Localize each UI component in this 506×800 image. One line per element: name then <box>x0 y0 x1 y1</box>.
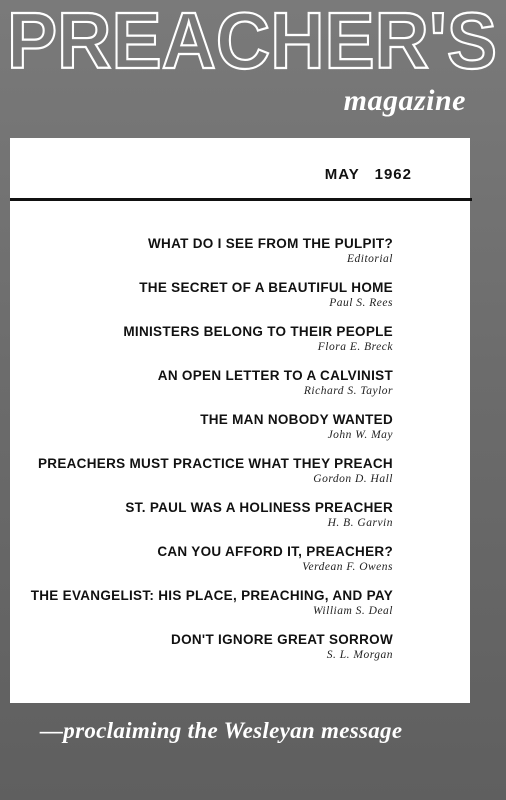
article-author: Gordon D. Hall <box>313 473 393 485</box>
toc-entry <box>20 367 393 398</box>
toc-entry <box>20 543 393 574</box>
toc-entry <box>20 455 393 486</box>
article-author: William S. Deal <box>312 605 393 617</box>
toc-entry <box>20 323 393 354</box>
divider-rule <box>10 198 472 201</box>
masthead-title-text: PREACHER'S <box>7 2 497 80</box>
article-author: Richard S. Taylor <box>303 385 393 397</box>
article-author: Flora E. Breck <box>317 341 393 353</box>
toc-entry <box>20 235 393 266</box>
article-author: S. L. Morgan <box>326 649 393 661</box>
article-title: THE MAN NOBODY WANTED <box>200 412 393 427</box>
article-title: THE EVANGELIST: HIS PLACE, PREACHING, AND PAY <box>30 588 393 603</box>
article-title: AN OPEN LETTER TO A CALVINIST <box>157 368 393 383</box>
article-author: H. B. Garvin <box>327 517 393 529</box>
article-title: ST. PAUL WAS A HOLINESS PREACHER <box>125 500 393 515</box>
article-title: DON'T IGNORE GREAT SORROW <box>171 632 393 647</box>
toc-entry <box>20 411 393 442</box>
table-of-contents <box>20 235 393 675</box>
article-title: MINISTERS BELONG TO THEIR PEOPLE <box>123 324 393 339</box>
masthead-subtitle: magazine <box>343 84 466 117</box>
toc-entry <box>20 631 393 662</box>
article-author: Editorial <box>346 253 393 265</box>
toc-entry <box>20 279 393 310</box>
article-author: Paul S. Rees <box>329 297 393 309</box>
article-author: John W. May <box>327 429 393 441</box>
masthead-title <box>2 2 502 80</box>
tagline: —proclaiming the Wesleyan message <box>40 718 403 743</box>
article-author: Verdean F. Owens <box>302 561 393 573</box>
toc-entry <box>20 499 393 530</box>
article-title: THE SECRET OF A BEAUTIFUL HOME <box>139 280 393 295</box>
article-title: WHAT DO I SEE FROM THE PULPIT? <box>148 236 393 251</box>
article-title: PREACHERS MUST PRACTICE WHAT THEY PREACH <box>37 456 393 471</box>
toc-entry <box>20 587 393 618</box>
article-title: CAN YOU AFFORD IT, PREACHER? <box>157 544 393 559</box>
issue-date: MAY 1962 <box>324 166 412 183</box>
